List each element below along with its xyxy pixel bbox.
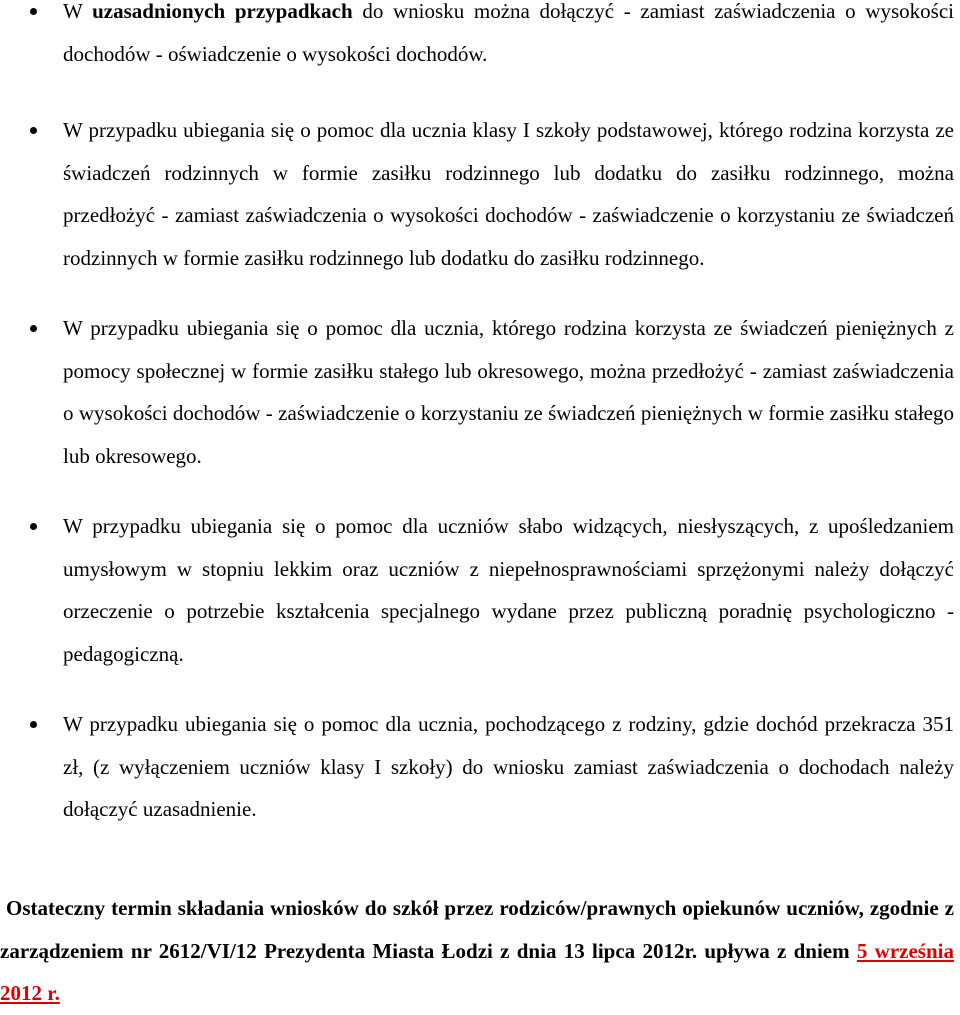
bullet-icon [30, 523, 37, 530]
deadline-notice [0, 887, 954, 1015]
item-text: W przypadku ubiegania się o pomoc dla uczniów słabo widzących, niesłyszących, z upośledzaniem umysłowym w stopniu lekkim oraz uczniów z niepełnosprawnościami sprzężonymi należy dołączyć orzeczenie o potrzebie kształcenia specjalnego wydane przez publiczną poradnię psychologiczno - pedagogiczną. [63, 514, 954, 666]
bullet-icon [30, 721, 37, 728]
list-item [0, 505, 960, 675]
list-item [0, 307, 960, 477]
item-prefix: W [63, 0, 93, 23]
item-bold-phrase: uzasadnionych przypadkach [92, 0, 353, 23]
list-item [0, 109, 960, 279]
item-text: do wniosku można dołączyć - zamiast zaświadczenia o wysokości dochodów - oświadczenie o wysokości dochodów. [63, 0, 954, 66]
deadline-date: 5 września 2012 r. [0, 938, 954, 1005]
bullet-icon [30, 127, 37, 134]
item-text: W przypadku ubiegania się o pomoc dla ucznia, którego rodzina korzysta ze świadczeń pieniężnych z pomocy społecznej w formie zasiłku stałego lub okresowego, można przedłożyć - zamiast zaświadczenia o wysokości dochodów - zaświadczenie o korzystaniu ze świadczeń pieniężnych w formie zasiłku stałego lub okresowego. [63, 316, 954, 468]
item-text: W przypadku ubiegania się o pomoc dla ucznia klasy I szkoły podstawowej, którego rodzina korzysta ze świadczeń rodzinnych w formie zasiłku rodzinnego lub dodatku do zasiłku rodzinnego, można przedłożyć - zamiast zaświadczenia o wysokości dochodów - zaświadczenie o korzystaniu ze świadczeń rodzinnych w formie zasiłku rodzinnego lub dodatku do zasiłku rodzinnego. [63, 118, 954, 270]
bullet-icon [30, 325, 37, 332]
notice-text: Ostateczny termin składania wniosków do szkół przez rodziców/prawnych opiekunów uczniów, zgodnie z zarządzeniem nr 2612/VI/12 Prezydenta Miasta Łodzi z dnia 13 lipca 2012r. upływa z dniem [0, 896, 954, 963]
item-text: W przypadku ubiegania się o pomoc dla ucznia, pochodzącego z rodziny, gdzie dochód przekracza 351 zł, (z wyłączeniem uczniów klasy I szkoły) do wniosku zamiast zaświadczenia o dochodach należy dołączyć uzasadnienie. [63, 712, 954, 821]
bullet-icon [30, 8, 37, 15]
list-item [0, 703, 960, 831]
list-item [0, 0, 960, 75]
